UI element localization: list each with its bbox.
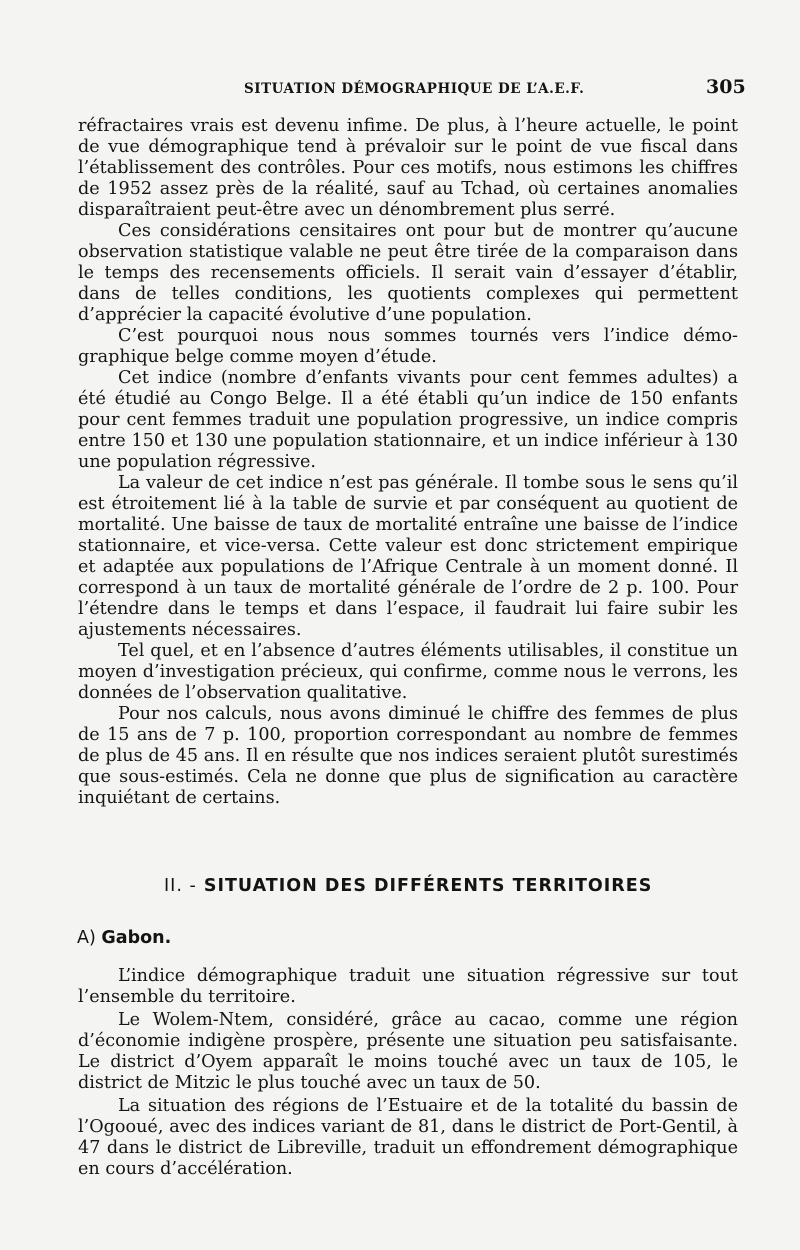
subsection-title: Gabon.: [101, 928, 172, 948]
paragraph: réfractaires vrais est devenu infime. De plus, à l’heure actuelle, le point de vue démographique tend à prévaloir sur le point de vue fiscal dans l’établissement des contrôles. Pour ces motifs, nous estimons les chiffres de 1952 assez près de la réalité, sauf au Tchad, où certaines anomalies disparaîtraient peut-être avec un dénombrement plus serré.: [78, 116, 738, 220]
paragraph: C’est pourquoi nous nous sommes tournés vers l’indice démographique belge comme moyen d’étude.: [78, 326, 738, 367]
section-heading: [164, 876, 652, 896]
paragraph: Pour nos calculs, nous avons diminué le chiffre des femmes de plus de 15 ans de 7 p. 100, proportion correspondant au nombre de femmes de plus de 45 ans. Il en résulte que nos indices seraient plutôt surestimés que sous-estimés. Cela ne donne que plus de signification au caractère inquiétant de certains.: [78, 704, 738, 808]
section-number: II. -: [164, 876, 197, 896]
paragraph: L’indice démographique traduit une situation régressive sur tout l’ensemble du territoire.: [78, 966, 738, 1007]
section-title: SITUATION DES DIFFÉRENTS TERRITOIRES: [203, 876, 653, 896]
paragraph: La valeur de cet indice n’est pas générale. Il tombe sous le sens qu’il est étroitement lié à la table de survie et par conséquent au quotient de mortalité. Une baisse de taux de mortalité entraîne une baisse de l’indice stationnaire, et vice-versa. Cette valeur est donc strictement empirique et adaptée aux populations de l’Afrique Centrale à un moment donné. Il correspond à un taux de mortalité générale de l’ordre de 2 p. 100. Pour l’étendre dans le temps et dans l’espace, il faudrait lui faire subir les ajustements nécessaires.: [78, 473, 738, 640]
page-number: 305: [706, 76, 746, 98]
body-text-gabon: [78, 966, 738, 1180]
paragraph: Ces considérations censitaires ont pour but de montrer qu’aucune observation statistique valable ne peut être tirée de la comparaison dans le temps des recensements officiels. Il serait vain d’essayer d’établir, dans de telles conditions, les quotients complexes qui permettent d’apprécier la capacité évolutive d’une population.: [78, 221, 738, 325]
paragraph: Tel quel, et en l’absence d’autres éléments utilisables, il constitue un moyen d’investigation précieux, qui confirme, comme nous le verrons, les données de l’observation qualitative.: [78, 641, 738, 703]
paragraph: Cet indice (nombre d’enfants vivants pour cent femmes adultes) a été étudié au Congo Belge. Il a été établi qu’un indice de 150 enfants pour cent femmes traduit une population progressive, un indice compris entre 150 et 130 une population stationnaire, et un indice inférieur à 130 une population régressive.: [78, 368, 738, 472]
subsection-letter: A): [77, 928, 96, 948]
page-header: [0, 76, 800, 106]
paragraph: Le Wolem-Ntem, considéré, grâce au cacao, comme une région d’économie indigène prospère, présente une situation peu satisfaisante. Le district d’Oyem apparaît le moins touché avec un taux de 105, le district de Mitzic le plus touché avec un taux de 50.: [78, 1010, 738, 1093]
body-text-section-1: [78, 116, 738, 809]
running-title: SITUATION DÉMOGRAPHIQUE DE L’A.E.F.: [244, 81, 585, 97]
paragraph: La situation des régions de l’Estuaire et de la totalité du bassin de l’Ogooué, avec des indices variant de 81, dans le district de Port-Gentil, à 47 dans le district de Libreville, traduit un effondrement démographique en cours d’accélération.: [78, 1096, 738, 1179]
subsection-heading: [77, 928, 171, 948]
